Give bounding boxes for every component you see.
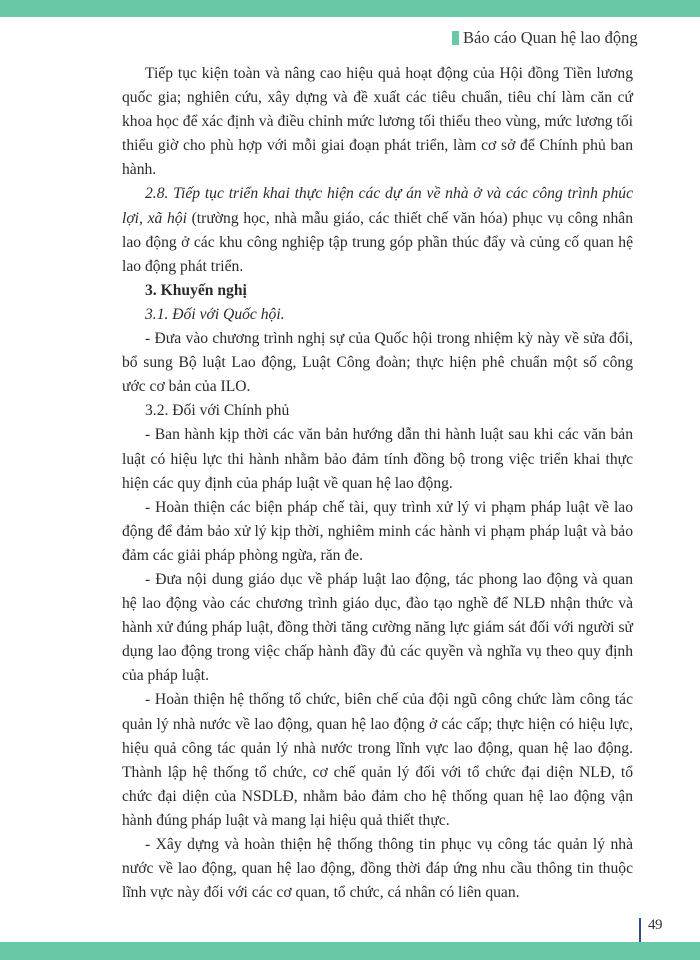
subsection-heading-national-assembly: 3.1. Đối với Quốc hội.: [145, 305, 285, 323]
paragraph-housing-projects: [122, 182, 633, 278]
page-number: 49: [648, 917, 662, 933]
page-body: [122, 62, 633, 905]
paragraph-national-assembly: - Đưa vào chương trình nghị sự của Quốc hội trong nhiệm kỳ này về sửa đổi, bổ sung Bộ luật Lao động, Luật Công đoàn; thực hiện phê chuẩn một số công ước cơ bản của ILO.: [122, 330, 633, 396]
bottom-accent-band: [0, 942, 700, 960]
running-header: [452, 27, 638, 49]
paragraph-housing-italic: 2.8. Tiếp tục triển khai thực hiện các dự án về nhà ở và các công trình phúc lợi, xã hội: [122, 185, 633, 227]
paragraph-legal-education: - Đưa nội dung giáo dục về pháp luật lao động, tác phong lao động và quan hệ lao động vào các chương trình giáo dục, đào tạo nghề để NLĐ nhận thức và hành xử đúng pháp luật, đồng thời tăng cường năng lực giám sát đối với người sử dụng lao động trong việc chấp hành đầy đủ các quyền và nghĩa vụ theo quy định của pháp luật.: [122, 570, 633, 685]
subsection-heading-government: 3.2. Đối với Chính phủ: [145, 402, 290, 420]
paragraph-wage-council: Tiếp tục kiện toàn và nâng cao hiệu quả hoạt động của Hội đồng Tiền lương quốc gia; nghiên cứu, xây dựng và đề xuất các tiêu chuẩn, tiêu chí làm căn cứ khoa học để xác định và điều chỉnh mức lương tối thiểu theo vùng, mức lương tối thiểu giờ cho phù hợp với mỗi giai đoạn phát triển, làm cơ sở để Chính phủ ban hành.: [122, 65, 633, 179]
paragraph-organization-system: - Hoàn thiện hệ thống tổ chức, biên chế của đội ngũ công chức làm công tác quản lý nhà nước về lao động, quan hệ lao động ở các cấp; thực hiện có hiệu lực, hiệu quả công tác quản lý nhà nước trong lĩnh vực lao động, quan hệ lao động. Thành lập hệ thống tổ chức, cơ chế quản lý đối với tổ chức đại diện NLĐ, tổ chức đại diện của NSDLĐ, nhằm bảo đảm cho hệ thống quan hệ lao động vận hành đúng pháp luật và mang lại hiệu quả thiết thực.: [122, 691, 633, 829]
header-marker-icon: [452, 31, 459, 45]
paragraph-housing-rest: (trường học, nhà mẫu giáo, các thiết chế văn hóa) phục vụ công nhân lao động ở các khu công nghiệp tập trung góp phần thúc đẩy và củng cố quan hệ lao động phát triển.: [122, 209, 634, 275]
paragraph-guiding-documents: - Ban hành kịp thời các văn bản hướng dẫn thi hành luật sau khi các văn bản luật có hiệu lực thi hành nhằm bảo đảm tính đồng bộ trong việc triển khai thực hiện các quy định của pháp luật về quan hệ lao động.: [122, 426, 633, 492]
paragraph-information-system: - Xây dựng và hoàn thiện hệ thống thông tin phục vụ công tác quản lý nhà nước về lao động, quan hệ lao động, đồng thời đáp ứng nhu cầu thông tin thuộc lĩnh vực này đối với các cơ quan, tổ chức, cá nhân có liên quan.: [122, 836, 633, 902]
section-heading-recommendations: 3. Khuyến nghị: [145, 281, 247, 299]
running-title: Báo cáo Quan hệ lao động: [463, 28, 638, 47]
paragraph-sanctions: - Hoàn thiện các biện pháp chế tài, quy trình xử lý vi phạm pháp luật về lao động để đảm bảo xử lý kịp thời, nghiêm minh các hành vi phạm pháp luật và bảo đảm các giải pháp phòng ngừa, răn đe.: [122, 498, 633, 564]
top-accent-band: [0, 0, 700, 17]
